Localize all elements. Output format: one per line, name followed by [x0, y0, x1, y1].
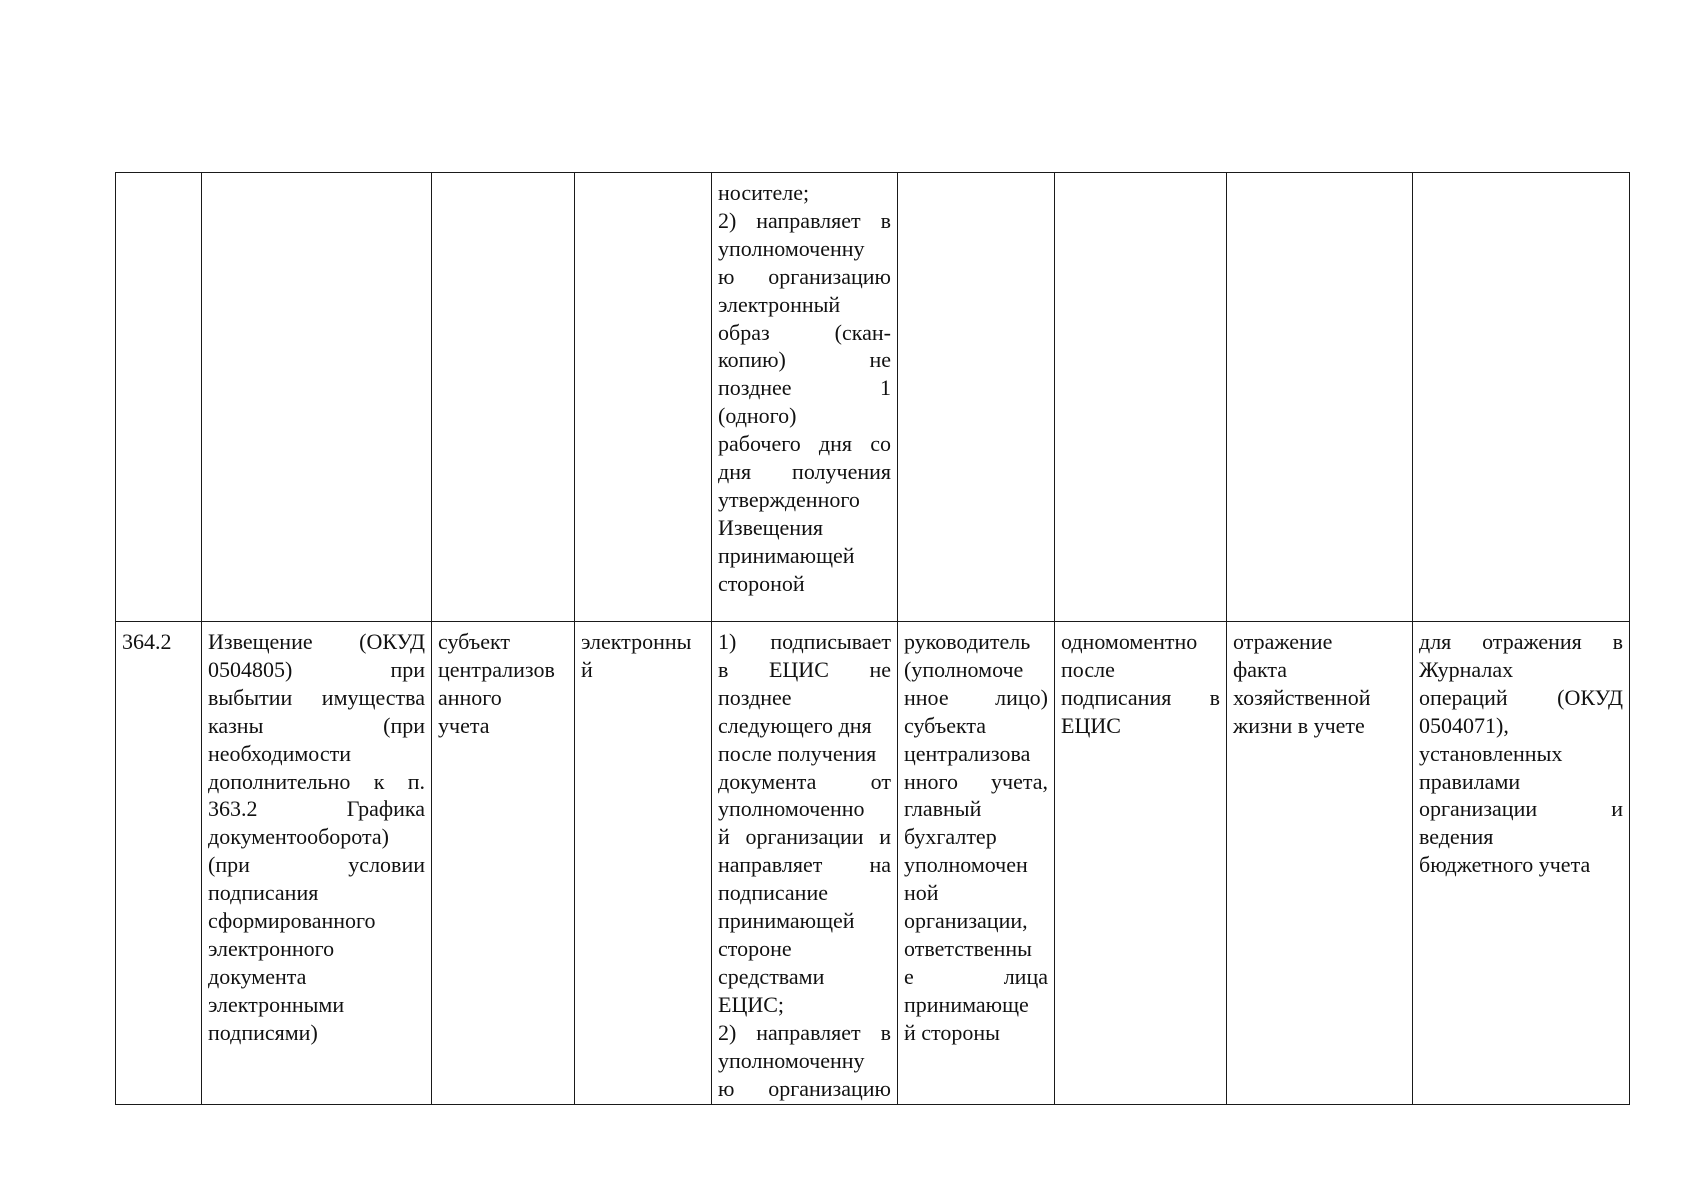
cell-line: документа — [208, 963, 307, 989]
cell-line: электронными — [208, 991, 345, 1017]
cell-line: для отражения в — [1419, 629, 1623, 654]
purpose-text — [1233, 628, 1406, 740]
cell-line: субъект — [438, 629, 510, 654]
cell-line: уполномоченно — [718, 796, 865, 822]
cell-line: документооборота) — [208, 824, 389, 850]
cell-line: дня получения — [718, 459, 891, 485]
table-row — [116, 173, 1630, 622]
cell-line: нного учета, — [904, 768, 1048, 794]
cell-line: ной — [904, 880, 939, 906]
cell-line: (при условии — [208, 852, 425, 878]
cell-line: одномоментно — [1061, 629, 1198, 654]
cell-line: организации и — [1419, 796, 1623, 822]
cell-line: направляет на — [718, 852, 891, 878]
cell-line: й — [581, 656, 593, 682]
cell-line: централизов — [438, 656, 555, 682]
cell-line: учета — [438, 712, 490, 738]
cell-line: 2) направляет в — [718, 1019, 891, 1045]
cell-line: 0504805) при — [208, 656, 425, 682]
cell-line: носителе; — [718, 180, 810, 205]
cell-line: утвержденного — [718, 486, 860, 512]
cell-line: ведения — [1419, 824, 1494, 850]
actions-text — [718, 179, 891, 598]
cell-line: средствами — [718, 963, 825, 989]
document-flow-table — [115, 172, 1630, 1105]
cell-line: сформированного — [208, 908, 376, 934]
cell-line: анного — [438, 684, 502, 710]
cell-line: Извещение (ОКУД — [208, 629, 425, 654]
cell-line: рабочего дня со — [718, 431, 891, 457]
cell-line: (одного) — [718, 403, 797, 429]
cell-line: централизова — [904, 740, 1031, 766]
responsible-text — [904, 628, 1048, 1047]
cell-line: е лица — [904, 963, 1048, 989]
timing-cell — [1055, 622, 1227, 1105]
cell-line: правилами — [1419, 768, 1521, 794]
actions-cell — [712, 622, 898, 1105]
cell-line: операций (ОКУД — [1419, 684, 1623, 710]
cell-line: ю организацию — [718, 263, 891, 289]
cell-line: подписания — [208, 880, 319, 906]
cell-line: подписание — [718, 880, 828, 906]
cell-line: позднее 1 — [718, 375, 891, 401]
cell-line: хозяйственной — [1233, 684, 1371, 710]
document-form-cell — [575, 622, 712, 1105]
cell-line: электронны — [581, 629, 692, 654]
responsible-cell — [898, 173, 1055, 622]
cell-line: документа от — [718, 768, 891, 794]
cell-line: руководитель — [904, 629, 1031, 654]
notes-cell — [1413, 622, 1630, 1105]
formed-by — [438, 628, 568, 740]
timing-text — [1061, 628, 1220, 740]
cell-line: й стороны — [904, 1019, 1000, 1045]
cell-line: принимающе — [904, 991, 1029, 1017]
cell-line: 363.2 Графика — [208, 796, 425, 822]
cell-line: дополнительно к п. — [208, 768, 425, 794]
cell-line: образ (скан- — [718, 319, 891, 345]
cell-line: принимающей — [718, 908, 855, 934]
document-form — [581, 628, 705, 684]
cell-line: необходимости — [208, 740, 352, 766]
cell-line: принимающей — [718, 542, 855, 568]
cell-line: нное лицо) — [904, 684, 1048, 710]
actions-text — [718, 628, 891, 1102]
cell-line: 1) подписывает — [718, 629, 891, 654]
purpose-cell — [1227, 173, 1413, 622]
cell-line: ю организацию — [718, 1075, 891, 1101]
notes-cell — [1413, 173, 1630, 622]
cell-line: главный — [904, 796, 982, 822]
cell-line: ЕЦИС — [1061, 712, 1121, 738]
cell-line: казны (при — [208, 712, 425, 738]
cell-line: стороной — [718, 570, 805, 596]
cell-line: организации, — [904, 908, 1028, 934]
formed-by-cell — [432, 622, 575, 1105]
responsible-cell — [898, 622, 1055, 1105]
cell-line: факта — [1233, 656, 1288, 682]
cell-line: копию) не — [718, 347, 891, 373]
cell-line: ЕЦИС; — [718, 991, 784, 1017]
cell-line: 0504071), — [1419, 712, 1509, 738]
actions-cell — [712, 173, 898, 622]
cell-line: стороне — [718, 935, 792, 961]
document-name-cell — [202, 622, 432, 1105]
row-number: 364.2 — [122, 629, 172, 654]
cell-line: 2) направляет в — [718, 207, 891, 233]
cell-line: (уполномоче — [904, 656, 1024, 682]
cell-line: установленных — [1419, 740, 1563, 766]
cell-line: уполномочен — [904, 852, 1028, 878]
cell-line: электронного — [208, 935, 335, 961]
cell-line: жизни в учете — [1233, 712, 1365, 738]
formed-by-cell — [432, 173, 575, 622]
document-form-cell — [575, 173, 712, 622]
cell-line: позднее — [718, 684, 792, 710]
row-number-cell — [116, 173, 202, 622]
cell-line: бюджетного учета — [1419, 852, 1591, 878]
cell-line: уполномоченну — [718, 235, 865, 261]
document-name — [208, 628, 425, 1047]
cell-line: отражение — [1233, 629, 1333, 654]
cell-line: субъекта — [904, 712, 987, 738]
cell-line: Извещения — [718, 514, 823, 540]
cell-line: ответственны — [904, 935, 1032, 961]
cell-line: выбытии имущества — [208, 684, 425, 710]
timing-cell — [1055, 173, 1227, 622]
table-row — [116, 622, 1630, 1105]
cell-line: й организации и — [718, 824, 891, 850]
cell-line: в ЕЦИС не — [718, 656, 891, 682]
cell-line: электронный — [718, 291, 841, 317]
row-number-cell — [116, 622, 202, 1105]
cell-line: после — [1061, 656, 1115, 682]
cell-line: после получения — [718, 740, 877, 766]
notes-text — [1419, 628, 1623, 879]
cell-line: Журналах — [1419, 656, 1514, 682]
document-name-cell — [202, 173, 432, 622]
cell-line: следующего дня — [718, 712, 872, 738]
purpose-cell — [1227, 622, 1413, 1105]
cell-line: подписями) — [208, 1019, 318, 1045]
cell-line: подписания в — [1061, 684, 1220, 710]
cell-line: уполномоченну — [718, 1047, 865, 1073]
cell-line: бухгалтер — [904, 824, 997, 850]
